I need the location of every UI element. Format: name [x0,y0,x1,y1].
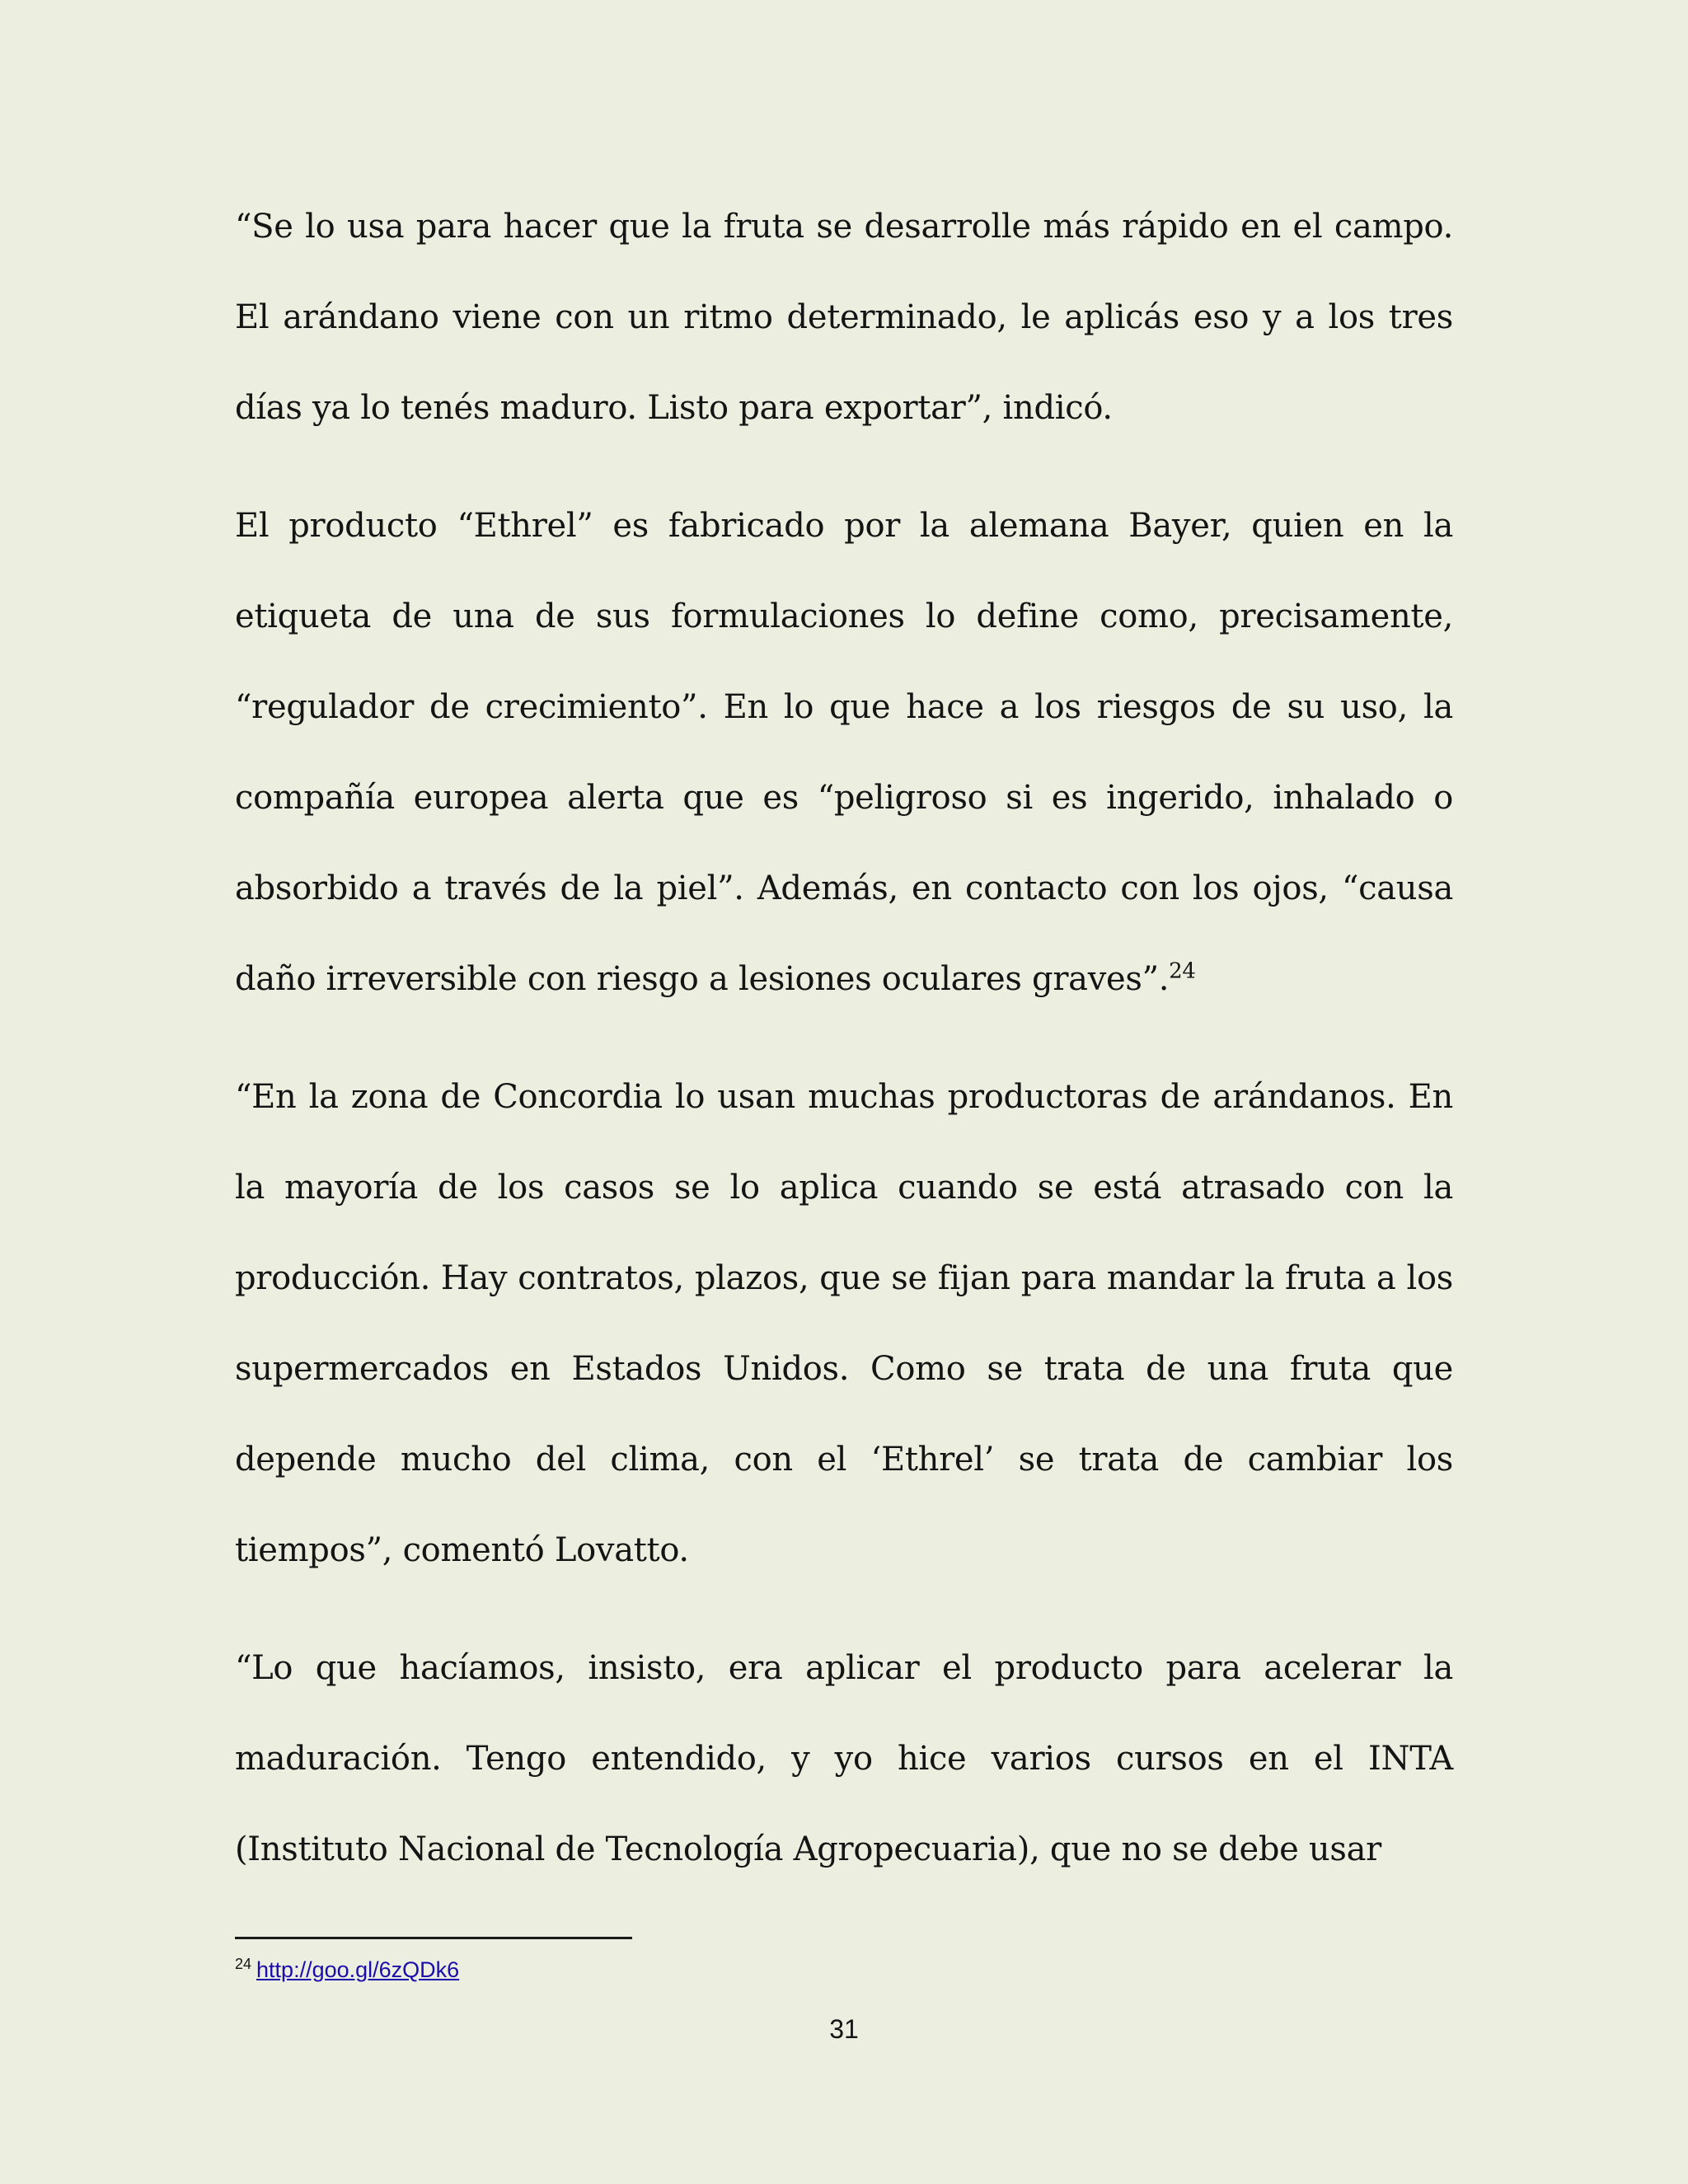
paragraph-1 [235,181,1453,453]
page-body [235,181,1453,1922]
footnote-separator [235,1937,632,1939]
page-number: 31 [829,2014,859,2044]
footnote [235,1953,459,1986]
paragraph-4 [235,1623,1453,1895]
footnote-reference[interactable]: 24 [1169,958,1196,984]
paragraph-1-text: “Se lo usa para hacer que la fruta se desarrolle más rápido en el campo. El arándano viene con un ritmo determinado, le aplicás eso y a los tres días ya lo tenés maduro. Listo para exportar”, indicó. [235,208,1453,427]
paragraph-2-text: El producto “Ethrel” es fabricado por la alemana Bayer, quien en la etiqueta de una de sus formulaciones lo define como, precisamente, “regulador de crecimiento”. En lo que hace a los riesgos de su uso, la compañía europea alerta que es “peligroso si es ingerido, inhalado o absorbido a través de la piel”. Además, en contacto con los ojos, “causa daño irreversible con riesgo a lesiones oculares graves”. [235,507,1453,998]
footnote-number: 24 [235,1956,252,1972]
footnote-link[interactable]: http://goo.gl/6zQDk6 [256,1957,460,1982]
paragraph-2 [235,480,1453,1024]
paragraph-3 [235,1052,1453,1596]
paragraph-4-text: “Lo que hacíamos, insisto, era aplicar el producto para acelerar la maduración. Tengo entendido, y yo hice varios cursos en el INTA (Instituto Nacional de Tecnología Agropecuaria), que no se debe usar [235,1649,1453,1868]
paragraph-3-text: “En la zona de Concordia lo usan muchas productoras de arándanos. En la mayoría de los casos se lo aplica cuando se está atrasado con la producción. Hay contratos, plazos, que se fijan para mandar la fruta a los supermercados en Estados Unidos. Como se trata de una fruta que depende mucho del clima, con el ‘Ethrel’ se trata de cambiar los tiempos”, comentó Lovatto. [235,1078,1453,1569]
